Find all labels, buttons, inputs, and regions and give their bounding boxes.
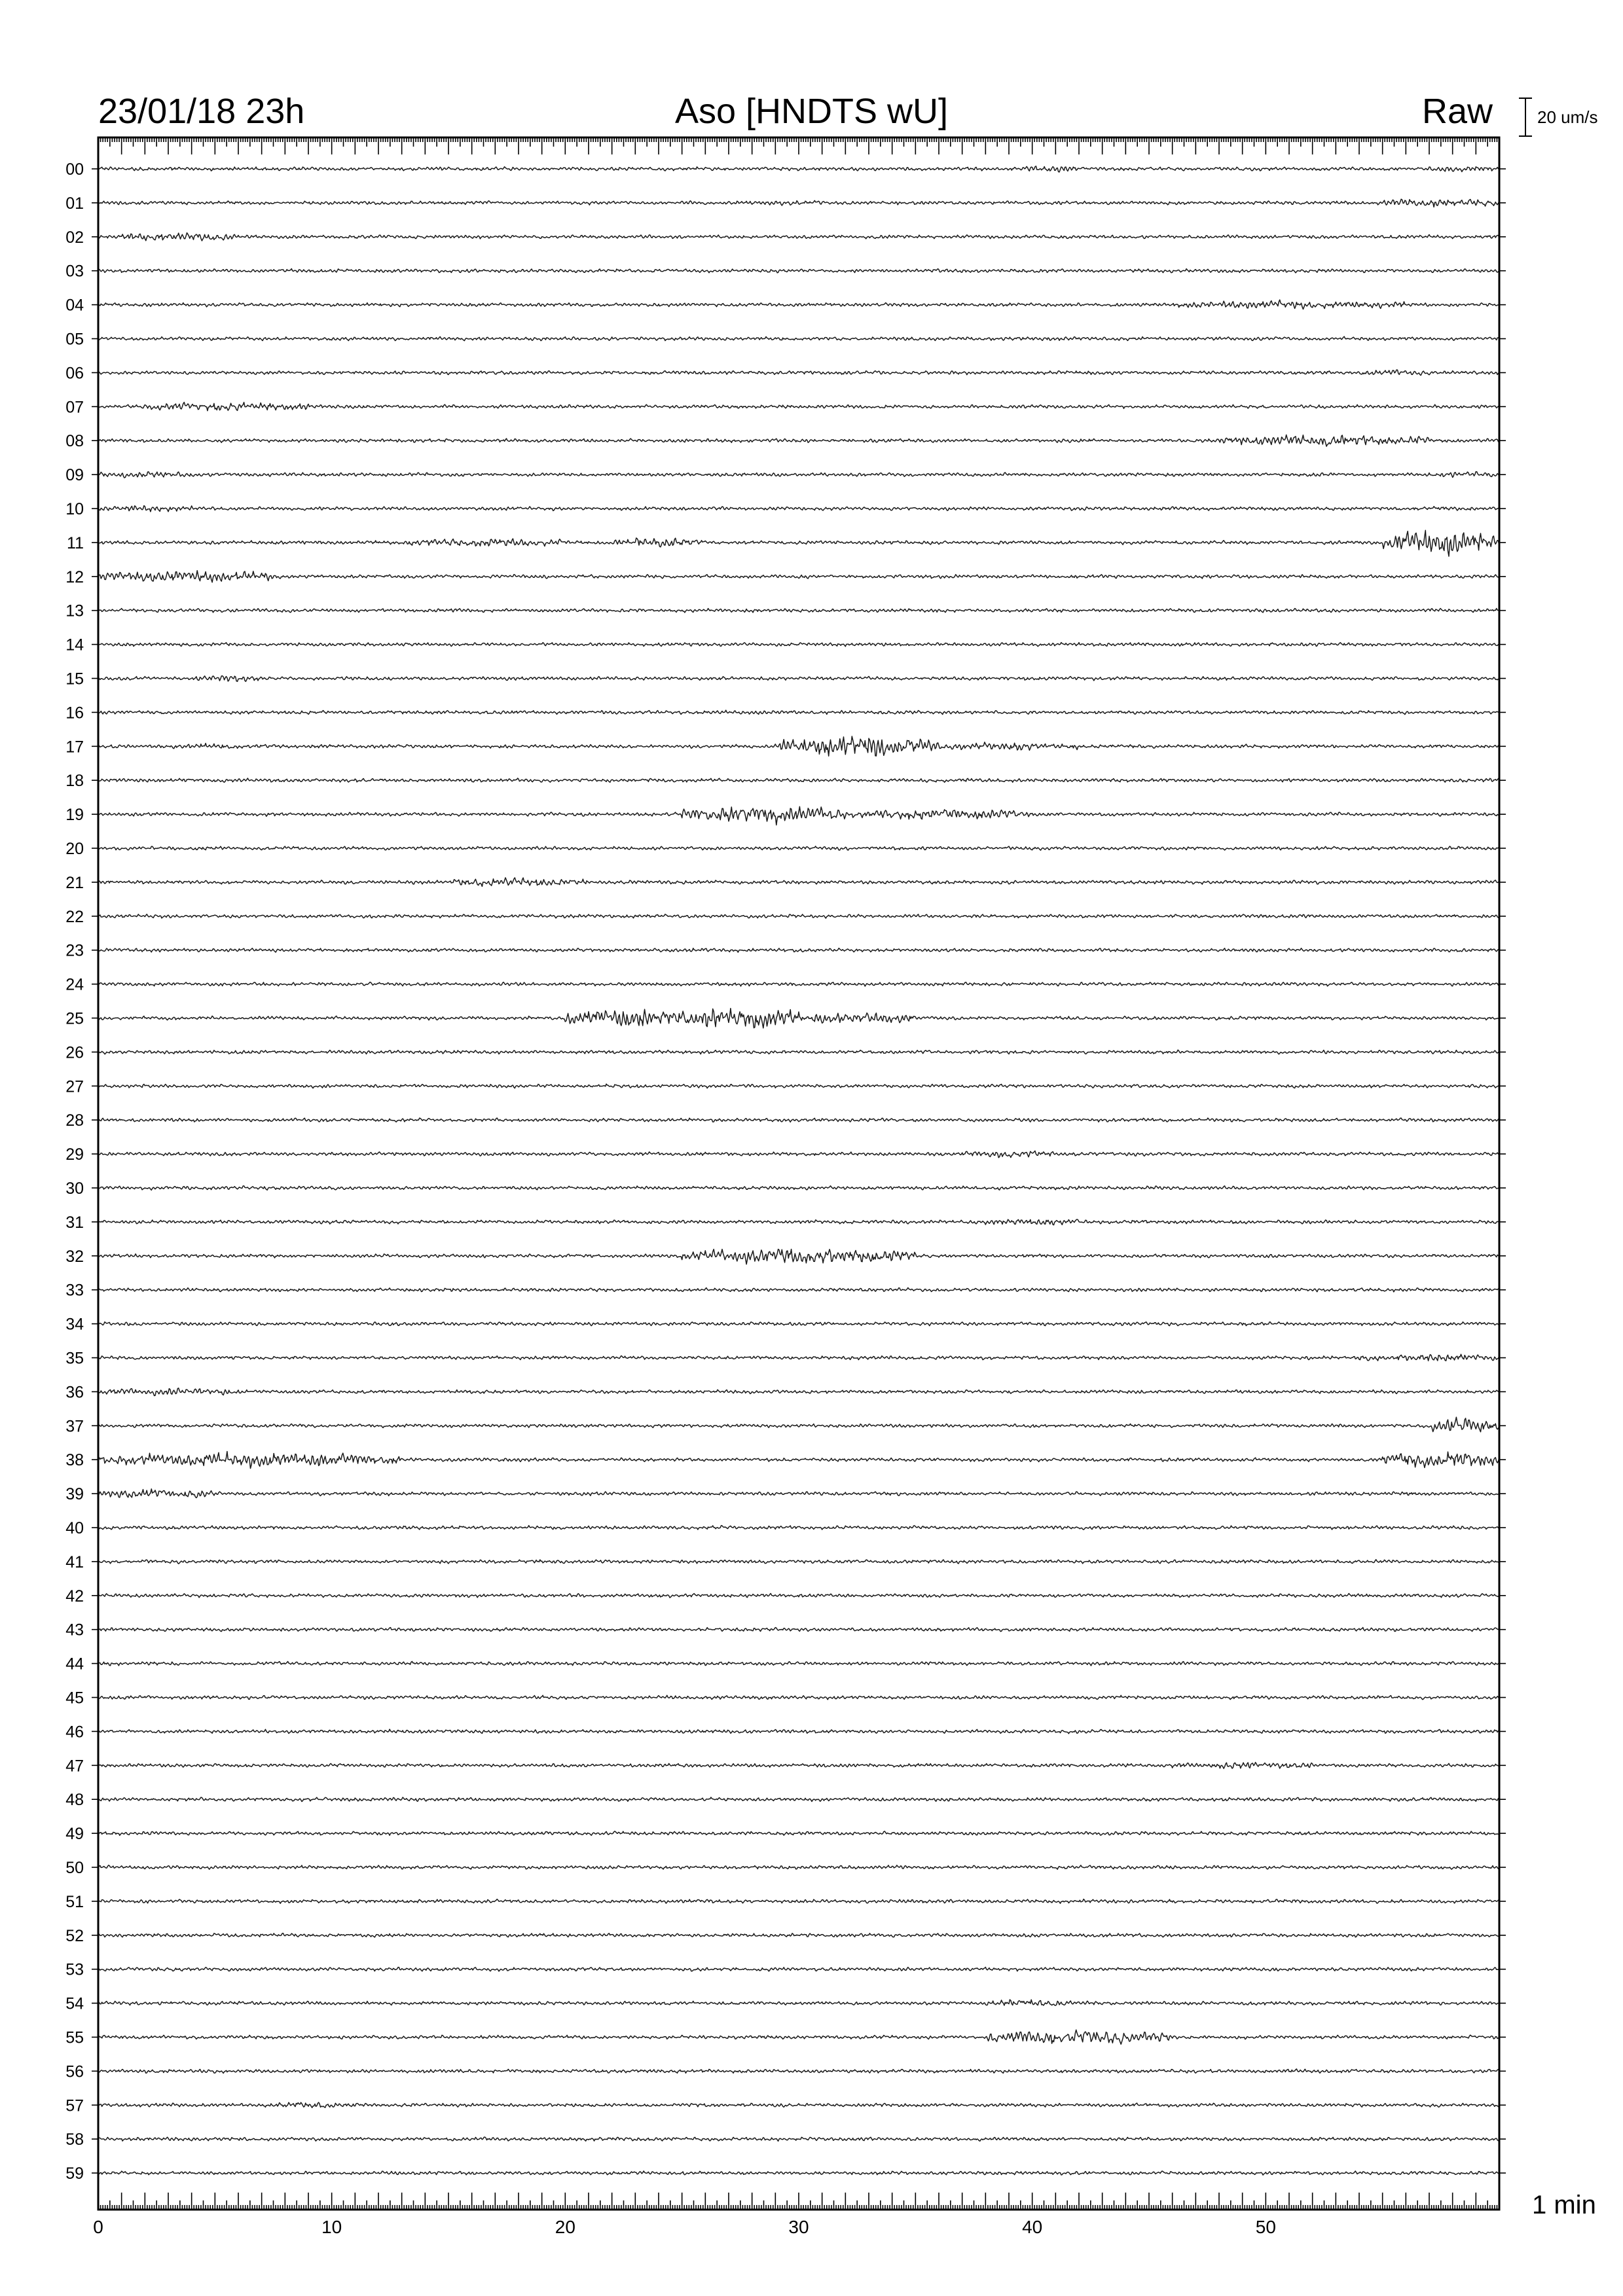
row-label: 31 <box>65 1213 84 1232</box>
trace-row-06 <box>98 370 1499 375</box>
row-label: 03 <box>65 262 84 281</box>
row-label: 05 <box>65 330 84 349</box>
x-unit-label: 1 min <box>1532 2191 1596 2219</box>
row-label: 16 <box>65 704 84 723</box>
amplitude-scale-label: 20 um/s <box>1537 107 1598 127</box>
row-label: 30 <box>65 1179 84 1198</box>
trace-row-08 <box>98 435 1499 446</box>
row-label: 57 <box>65 2096 84 2115</box>
row-label: 22 <box>65 907 84 926</box>
x-tick-label: 30 <box>788 2217 809 2237</box>
amplitude-scale-bar <box>1519 98 1532 136</box>
row-label: 55 <box>65 2028 84 2047</box>
row-label: 40 <box>65 1519 84 1537</box>
trace-row-35 <box>98 1354 1499 1361</box>
row-label: 51 <box>65 1892 84 1911</box>
trace-row-34 <box>98 1322 1499 1326</box>
row-label: 26 <box>65 1043 84 1062</box>
trace-row-50 <box>98 1865 1499 1869</box>
row-label: 11 <box>67 533 84 552</box>
trace-row-23 <box>98 948 1499 952</box>
row-label: 42 <box>65 1587 84 1605</box>
trace-row-52 <box>98 1933 1499 1937</box>
trace-row-17 <box>98 736 1499 756</box>
trace-row-33 <box>98 1287 1499 1291</box>
row-label: 52 <box>65 1926 84 1945</box>
row-label: 47 <box>65 1757 84 1776</box>
row-label: 06 <box>65 364 84 383</box>
row-label: 43 <box>65 1621 84 1640</box>
trace-row-20 <box>98 846 1499 850</box>
trace-row-59 <box>98 2171 1499 2175</box>
trace-row-44 <box>98 1661 1499 1666</box>
row-label: 36 <box>65 1383 84 1402</box>
trace-row-24 <box>98 982 1499 986</box>
row-label: 56 <box>65 2062 84 2081</box>
row-label: 37 <box>65 1417 84 1436</box>
trace-row-26 <box>98 1050 1499 1054</box>
row-label: 44 <box>65 1655 84 1674</box>
trace-row-05 <box>98 336 1499 340</box>
row-label: 41 <box>65 1552 84 1571</box>
trace-row-09 <box>98 472 1499 478</box>
trace-row-46 <box>98 1729 1499 1734</box>
trace-row-00 <box>98 166 1499 172</box>
row-label: 00 <box>65 160 84 179</box>
row-label: 23 <box>65 941 84 960</box>
row-label: 19 <box>65 806 84 825</box>
trace-row-19 <box>98 806 1499 825</box>
mode-label: Raw <box>1421 92 1493 131</box>
x-tick-label: 40 <box>1022 2217 1043 2237</box>
trace-row-04 <box>98 300 1499 309</box>
trace-row-25 <box>98 1009 1499 1028</box>
trace-row-53 <box>98 1967 1499 1971</box>
trace-group <box>92 166 1506 2175</box>
row-label: 33 <box>65 1281 84 1300</box>
row-label: 46 <box>65 1723 84 1742</box>
row-label: 58 <box>65 2130 84 2149</box>
row-label: 17 <box>65 738 84 757</box>
trace-row-56 <box>98 2069 1499 2073</box>
station-title: Aso [HNDTS wU] <box>674 92 949 131</box>
plot-border <box>98 137 1499 2210</box>
trace-row-18 <box>98 778 1499 782</box>
row-label: 27 <box>65 1077 84 1096</box>
trace-row-36 <box>98 1388 1499 1396</box>
trace-row-14 <box>98 643 1499 647</box>
row-label: 13 <box>65 601 84 620</box>
trace-row-31 <box>98 1219 1499 1225</box>
row-label: 35 <box>65 1349 84 1368</box>
trace-row-27 <box>98 1084 1499 1088</box>
row-label: 12 <box>65 567 84 586</box>
trace-row-32 <box>98 1249 1499 1265</box>
trace-row-22 <box>98 914 1499 918</box>
trace-row-30 <box>98 1186 1499 1191</box>
row-label: 01 <box>65 194 84 213</box>
trace-row-55 <box>98 2030 1499 2044</box>
row-label: 29 <box>65 1145 84 1164</box>
trace-row-13 <box>98 609 1499 613</box>
row-label: 08 <box>65 432 84 451</box>
trace-row-40 <box>98 1526 1499 1530</box>
trace-row-49 <box>98 1831 1499 1835</box>
trace-row-58 <box>98 2137 1499 2141</box>
row-label: 15 <box>65 670 84 689</box>
trace-row-57 <box>98 2102 1499 2108</box>
trace-row-48 <box>98 1797 1499 1802</box>
row-label: 34 <box>65 1315 84 1334</box>
trace-row-07 <box>98 403 1499 411</box>
row-label: 20 <box>65 840 84 858</box>
trace-row-12 <box>98 571 1499 583</box>
row-label: 09 <box>65 466 84 485</box>
trace-row-16 <box>98 710 1499 715</box>
date-label: 23/01/18 23h <box>98 92 305 131</box>
row-label: 24 <box>65 975 84 994</box>
row-label: 21 <box>65 873 84 892</box>
trace-row-39 <box>98 1489 1499 1498</box>
row-label: 28 <box>65 1111 84 1130</box>
trace-row-29 <box>98 1151 1499 1157</box>
trace-row-45 <box>98 1695 1499 1699</box>
x-tick-label: 10 <box>321 2217 342 2237</box>
trace-row-21 <box>98 878 1499 886</box>
row-label: 07 <box>65 398 84 417</box>
trace-row-38 <box>98 1452 1499 1469</box>
row-label: 45 <box>65 1689 84 1708</box>
row-label: 48 <box>65 1791 84 1810</box>
trace-row-51 <box>98 1899 1499 1904</box>
row-label-group <box>65 160 84 2183</box>
trace-row-37 <box>98 1417 1499 1432</box>
trace-row-03 <box>98 269 1499 273</box>
trace-row-11 <box>98 530 1499 556</box>
row-label: 39 <box>65 1485 84 1504</box>
row-label: 54 <box>65 1994 84 2013</box>
row-label: 14 <box>65 636 84 655</box>
x-tick-label: 0 <box>93 2217 103 2237</box>
trace-row-10 <box>98 506 1499 512</box>
row-label: 25 <box>65 1009 84 1028</box>
row-label: 32 <box>65 1247 84 1266</box>
trace-row-54 <box>98 2000 1499 2005</box>
trace-row-47 <box>98 1763 1499 1769</box>
trace-row-42 <box>98 1594 1499 1598</box>
row-label: 04 <box>65 296 84 315</box>
row-label: 50 <box>65 1859 84 1877</box>
row-label: 02 <box>65 228 84 247</box>
row-label: 18 <box>65 772 84 791</box>
x-tick-label: 20 <box>555 2217 575 2237</box>
row-label: 49 <box>65 1825 84 1844</box>
row-label: 53 <box>65 1960 84 1979</box>
trace-row-02 <box>98 233 1499 241</box>
trace-row-15 <box>98 676 1499 682</box>
x-tick-label: 50 <box>1255 2217 1276 2237</box>
trace-row-41 <box>98 1560 1499 1564</box>
trace-row-01 <box>98 199 1499 207</box>
trace-row-43 <box>98 1628 1499 1632</box>
row-label: 10 <box>65 500 84 518</box>
row-label: 59 <box>65 2164 84 2183</box>
trace-row-28 <box>98 1118 1499 1122</box>
row-label: 38 <box>65 1451 84 1470</box>
plot-frame <box>98 137 1499 2210</box>
